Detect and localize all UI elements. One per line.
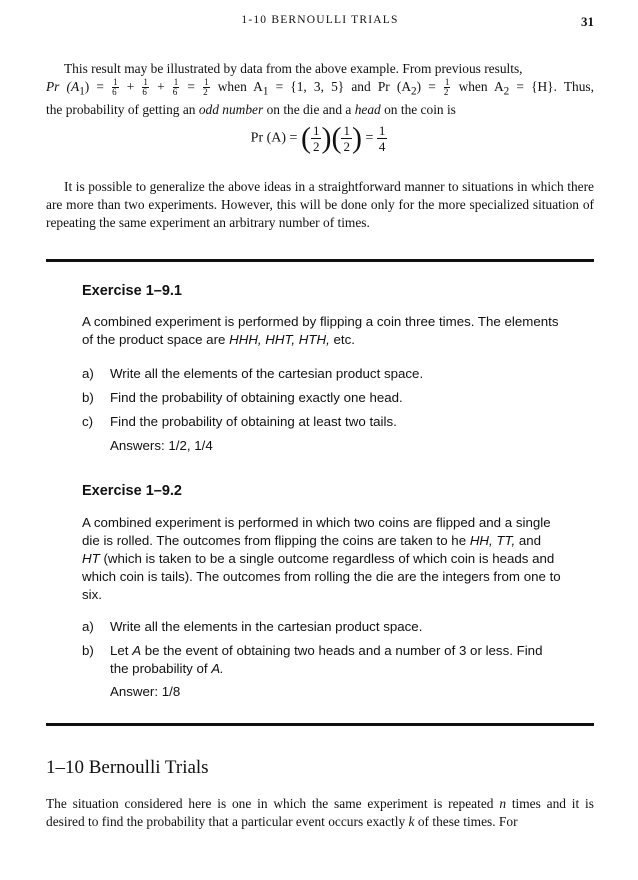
item-text: Find the probability of obtaining at least two tails. <box>110 414 397 429</box>
ex1-body-b: etc. <box>333 332 355 347</box>
exercise-1-answers: Answers: 1/2, 1/4 <box>110 438 213 453</box>
closing-a: The situation considered here is one in which the same experiment is repeated <box>46 796 494 811</box>
frac-num: 1 <box>143 77 148 88</box>
exercise-top-rule <box>46 259 594 262</box>
a1-set: = {1, 3, 5} and Pr (A <box>275 79 412 94</box>
eq-lhs: Pr (A) = <box>250 130 298 146</box>
frac-num: 1 <box>378 123 386 138</box>
head-em: head <box>354 101 381 117</box>
fraction-sixth-2 <box>142 78 149 97</box>
eq-sign: = <box>365 130 374 146</box>
exercise-2-body <box>82 514 562 604</box>
item-text: Write all the elements in the cartesian product space. <box>110 619 423 634</box>
item-label: b) <box>82 643 94 658</box>
frac-num: 1 <box>343 123 350 138</box>
exercise-bottom-rule <box>46 723 594 726</box>
frac-num: 1 <box>113 77 118 88</box>
s3-c: on the coin is <box>384 101 456 117</box>
item-b-mid: be the event of obtaining two heads and a number of 3 or less. Find the probability of <box>110 643 543 676</box>
intro-paragraph: This result may be illustrated by data from the above example. From previous results, Pr $(A_1)$ = $\frac{1}{6}$ + $\frac{1}{6}$ + $\frac{1}{6}$ = $\frac{1}{2}$ when $A_1 = \{1$, 3, 5} and Pr $(A_2)$ = $\frac{1}{2}$ when $A_2 = \{H\}$. Thus, the probability of getting an odd number on the die and a head on the coin is <box>46 61 594 117</box>
bernoulli-paragraph <box>46 795 594 831</box>
exercise-2-title: Exercise 1–9.2 <box>82 483 182 499</box>
item-text: Find the probability of obtaining exactly one head. <box>110 390 403 405</box>
eq-frac-2 <box>341 123 352 154</box>
item-label: b) <box>82 390 94 405</box>
fraction-half-1 <box>203 78 210 97</box>
section-heading: 1–10 Bernoulli Trials <box>46 757 209 778</box>
intro-sentence: This result may be illustrated by data from the above example. From previous results, <box>64 61 523 76</box>
a2-eq: ) = <box>416 79 436 94</box>
exercise-1-body <box>82 313 562 349</box>
s3-b: on the die and a <box>266 101 352 117</box>
sub-2: 2 <box>411 85 417 98</box>
closing-c: of these times. For <box>417 814 518 829</box>
item-text <box>110 642 562 678</box>
a2-set: = {H}. Thus, <box>516 79 594 94</box>
ex1-body-a: A combined experiment is performed by flipping a coin three times. The elements of the product space are <box>82 314 559 347</box>
pr-close: ) = <box>84 79 104 94</box>
fraction-sixth-3 <box>173 78 180 97</box>
exercise-1-title: Exercise 1–9.1 <box>82 283 182 299</box>
exercise-2-answer: Answer: 1/8 <box>110 684 181 699</box>
when-a1: when A <box>217 79 263 94</box>
frac-den: 6 <box>172 87 178 98</box>
var-n: n <box>499 796 507 811</box>
frac-den: 2 <box>312 139 320 154</box>
frac-num: 1 <box>312 123 320 138</box>
sub-2b: 2 <box>503 85 510 98</box>
frac-den: 4 <box>378 139 386 154</box>
page-number: 31 <box>581 14 594 29</box>
running-title: 1-10 BERNOULLI TRIALS <box>241 14 399 26</box>
fraction-half-2 <box>444 78 451 97</box>
frac-den: 2 <box>443 87 449 98</box>
closing-b: times and it is desired to find the probability that a particular event occurs exactly <box>46 796 594 829</box>
running-header <box>46 14 594 34</box>
ex2-hh-em: HH, <box>469 533 493 548</box>
ex1-elements-em: HHH, HHT, HTH, <box>229 332 330 347</box>
var-a: A <box>132 643 142 658</box>
ex2-ht-em: HT <box>82 551 100 566</box>
pr-a1: Pr (A <box>46 79 80 94</box>
ex2-body-a: A combined experiment is performed in which two coins are flipped and a single die is rolled. The outcomes from flipping the coins are taken to he <box>82 515 551 548</box>
ex2-body-b: and <box>518 533 542 548</box>
odd-number-em: odd number <box>198 101 264 117</box>
item-b-pre: Let <box>110 643 129 658</box>
generalize-paragraph: It is possible to generalize the above ideas in a straightforward manner to situations in which there are more than two experiments. However, this will be done only for the more specialized situation of repeating the same experiment an arbitrary number of times. <box>46 179 594 230</box>
display-equation: Pr (A) = ( $\frac{1}{2}$ )( $\frac{1}{2}$ ) = $\frac{1}{4}$ <box>250 121 386 155</box>
ex2-tt-em: TT, <box>496 533 516 548</box>
item-label: a) <box>82 619 94 634</box>
frac-num: 1 <box>204 77 209 88</box>
sub-1: 1 <box>79 85 85 98</box>
frac-den: 2 <box>203 87 208 98</box>
item-text: Write all the elements of the cartesian product space. <box>110 366 424 381</box>
frac-num: 1 <box>444 77 450 88</box>
exercise-2-item-b <box>82 642 562 682</box>
var-a-end: A. <box>211 661 224 676</box>
fraction-sixth-1 <box>112 78 119 97</box>
eq-frac-1 <box>311 123 322 154</box>
frac-den: 2 <box>343 139 350 154</box>
sub-1b: 1 <box>262 85 269 98</box>
frac-den: 6 <box>112 87 117 98</box>
frac-den: 6 <box>142 87 147 98</box>
var-k: k <box>408 814 415 829</box>
when-a2: when A <box>458 79 504 94</box>
item-label: a) <box>82 366 94 381</box>
s3-a: the probability of getting an <box>46 101 196 117</box>
ex2-body-c: (which is taken to be a single outcome regardless of which coin is heads and which coin is tails). The outcomes from rolling the die are the integers from one to six. <box>82 551 561 602</box>
frac-num: 1 <box>173 77 179 88</box>
eq-result <box>377 123 388 154</box>
item-label: c) <box>82 414 94 429</box>
